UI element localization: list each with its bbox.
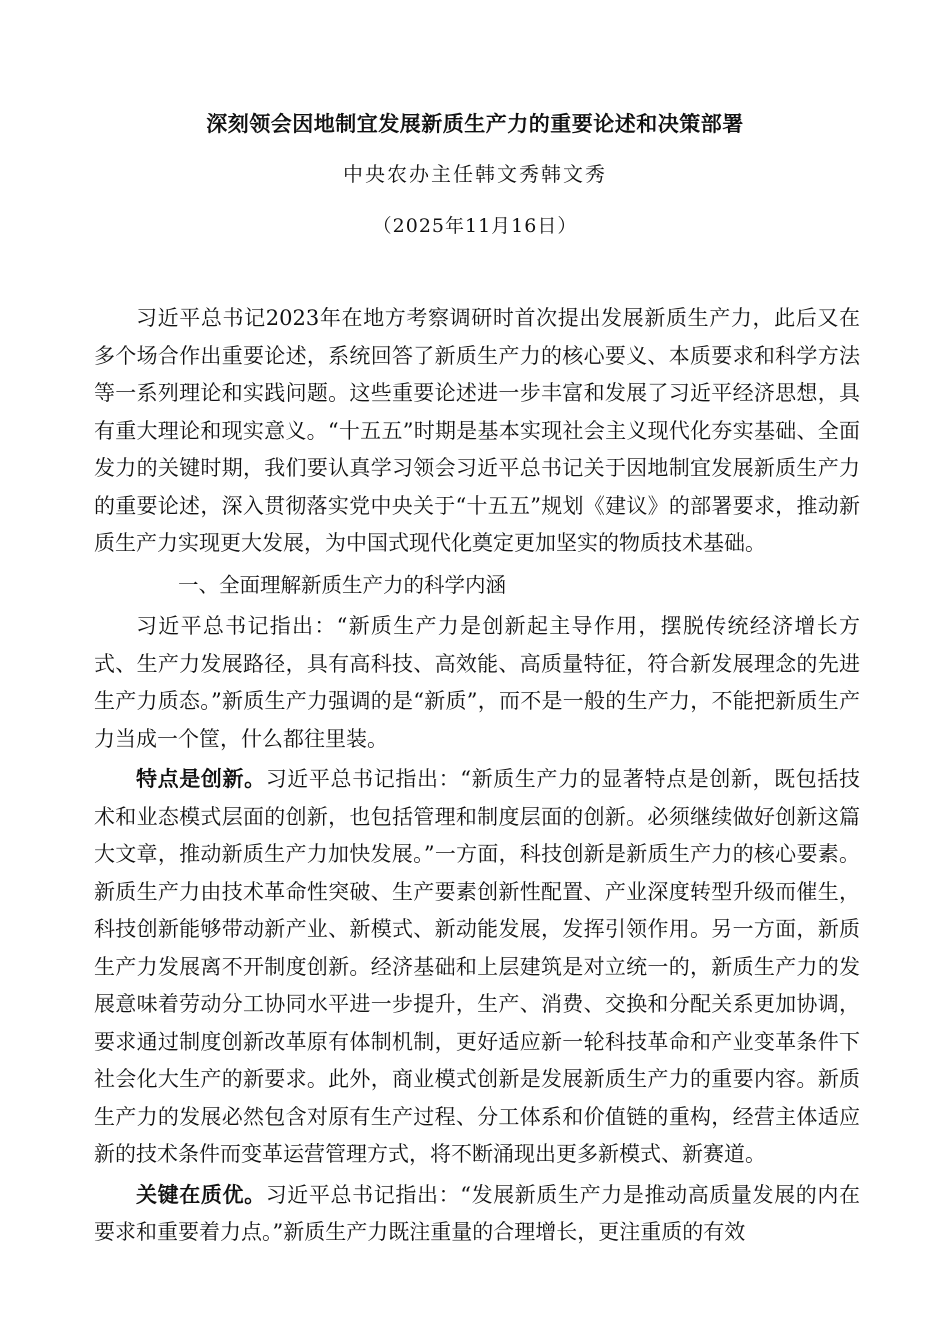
document-body bbox=[94, 300, 860, 1252]
point-paragraph-innovation bbox=[94, 760, 860, 1174]
document-title: 深刻领会因地制宜发展新质生产力的重要论述和决策部署 bbox=[206, 111, 744, 136]
point-text: 习近平总书记指出：“新质生产力的显著特点是创新，既包括技术和业态模式层面的创新，也包括管理和制度层面的创新。必须继续做好创新这篇大文章，推动新质生产力加快发展。”一方面，科技创新是新质生产力的核心要素。新质生产力由技术革命性突破、生产要素创新性配置、产业深度转型升级而催生，科技创新能够带动新产业、新模式、新动能发展，发挥引领作用。另一方面，新质生产力发展离不开制度创新。经济基础和上层建筑是对立统一的，新质生产力的发展意味着劳动分工协同水平进一步提升，生产、消费、交换和分配关系更加协调，要求通过制度创新改革原有体制机制，更好适应新一轮科技革命和产业变革条件下社会化大生产的新要求。此外，商业模式创新是发展新质生产力的重要内容。新质生产力的发展必然包含对原有生产过程、分工体系和价值链的重构，经营主体适应新的技术条件而变革运营管理方式，将不断涌现出更多新模式、新赛道。 bbox=[94, 767, 861, 1166]
section-heading: 一、全面理解新质生产力的科学内涵 bbox=[178, 572, 506, 597]
intro-paragraph: 习近平总书记2023年在地方考察调研时首次提出发展新质生产力，此后又在多个场合作出重要论述，系统回答了新质生产力的核心要义、本质要求和科学方法等一系列理论和实践问题。这些重要论述进一步丰富和发展了习近平经济思想，具有重大理论和现实意义。“十五五”时期是基本实现社会主义现代化夯实基础、全面发力的关键时期，我们要认真学习领会习近平总书记关于因地制宜发展新质生产力的重要论述，深入贯彻落实党中央关于“十五五”规划《建议》的部署要求，推动新质生产力实现更大发展，为中国式现代化奠定更加坚实的物质技术基础。 bbox=[94, 306, 860, 555]
point-paragraph-quality bbox=[94, 1176, 860, 1252]
point-text: 习近平总书记指出：“发展新质生产力是推动高质量发展的内在要求和重要着力点。”新质生产力既注重量的合理增长，更注重质的有效 bbox=[94, 1182, 861, 1244]
document-author: 中央农办主任韩文秀韩文秀 bbox=[343, 162, 607, 186]
document-date: （2025年11月16日） bbox=[372, 215, 578, 237]
section-paragraph: 习近平总书记指出：“新质生产力是创新起主导作用，摆脱传统经济增长方式、生产力发展路径，具有高科技、高效能、高质量特征，符合新发展理念的先进生产力质态。”新质生产力强调的是“新质”，而不是一般的生产力，不能把新质生产力当成一个筐，什么都往里装。 bbox=[94, 614, 860, 751]
point-lead: 关键在质优。 bbox=[136, 1181, 266, 1207]
point-lead: 特点是创新。 bbox=[136, 766, 266, 791]
